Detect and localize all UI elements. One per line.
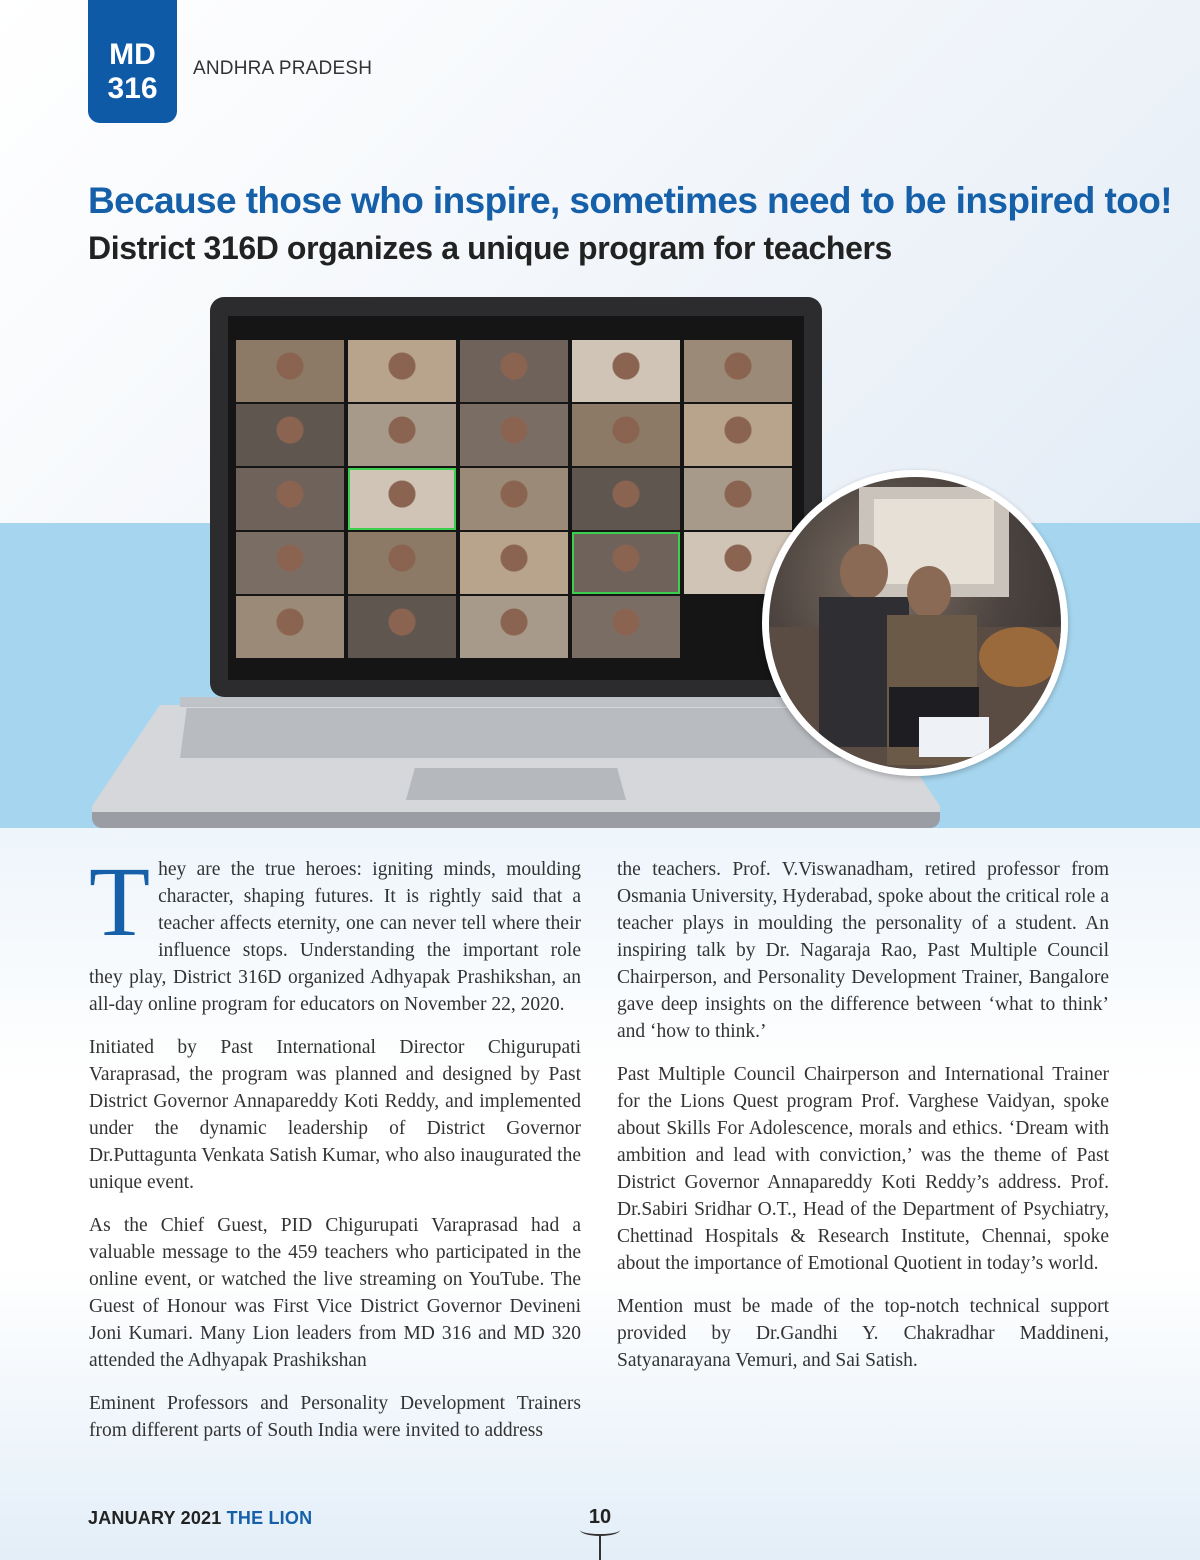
active-speaker-outline [348,468,456,530]
article-paragraph: Initiated by Past International Director Chigurupati Varaprasad, the program was planned and designed by Past District Governor Annapareddy Koti Reddy, and implemented under the dynamic leadership of District Governor Dr.Puttagunta Venkata Satish Kumar, who also inaugurated the unique event. [89,1037,581,1193]
paragraph-text: hey are the true heroes: igniting minds, moulding character, shaping futures. It is rightly said that a teacher affects eternity, one can never tell where their influence stops. Understanding the important role they play, District 316D organized Adhyapak Prashikshan, an all-day online program for educators on November 22, 2020. [89,859,581,1015]
active-speaker-outline [572,532,680,594]
video-tile [236,468,344,530]
md-tab [88,0,177,123]
footer-issue-date: JANUARY 2021 [88,1508,222,1528]
participant-video [348,532,456,594]
participant-video [236,532,344,594]
participant-video [684,340,792,402]
video-tile [460,596,568,658]
video-tile [572,340,680,402]
article-paragraph [89,846,581,1018]
laptop-hinge [180,697,852,707]
participant-video [572,340,680,402]
video-tile [684,468,792,530]
participant-video [460,596,568,658]
participant-video [684,404,792,466]
video-tile [236,340,344,402]
article-column-left [89,846,581,1460]
video-tile [348,404,456,466]
video-tile [348,596,456,658]
video-tile [684,404,792,466]
article-paragraph: Past Multiple Council Chairperson and International Trainer for the Lions Quest program Prof. Varghese Vaidyan, spoke about Skills For Adolescence, morals and ethics. ‘Dream with ambition and lead with conviction,’ was the theme of Past District Governor Annapareddy Koti Reddy’s address. Prof. Dr.Sabiri Sridhar O.T., Head of the Department of Psychiatry, Chettinad Hospitals & Research Institute, Chennai, spoke about the importance of Emotional Quotient in today’s world. [617,1064,1109,1274]
page-number: 10 [588,1506,612,1528]
laptop-base-edge [92,812,940,828]
participant-video [460,404,568,466]
article-paragraph: the teachers. Prof. V.Viswanadham, retired professor from Osmania University, Hyderabad, spoke about the critical role a teacher plays in moulding the personality of a student. An inspiring talk by Dr. Nagaraja Rao, Past Multiple Council Chairperson, and Personality Development Trainer, Bangalore gave deep insights on the difference between ‘what to think’ and ‘how to think.’ [617,859,1109,1042]
laptop-keyboard [180,708,852,758]
participant-video [236,404,344,466]
participant-video [236,596,344,658]
article-paragraph: Eminent Professors and Personality Development Trainers from different parts of South India were invited to address [89,1393,581,1441]
video-tile [684,340,792,402]
headline: Because those who inspire, sometimes need to be inspired too! [88,180,1172,221]
drop-cap: T [89,846,151,957]
participant-video [460,532,568,594]
photo-illustration [769,477,1061,769]
article-paragraph: Mention must be made of the top-notch technical support provided by Dr.Gandhi Y. Chakradhar Maddineni, Satyanarayana Vemuri, and Sai Satish. [617,1296,1109,1371]
md-tab-line1: MD [109,38,156,71]
video-tile [460,532,568,594]
participant-video [348,340,456,402]
section-label: ANDHRA PRADESH [193,58,373,79]
page-number-rule [599,1534,601,1560]
participant-video [460,468,568,530]
video-tile [460,404,568,466]
footer-magazine-name: THE LION [226,1508,313,1528]
article-paragraph: As the Chief Guest, PID Chigurupati Varaprasad had a valuable message to the 459 teachers who participated in the online event, or watched the live streaming on YouTube. The Guest of Honour was First Vice District Governor Devineni Joni Kumari. Many Lion leaders from MD 316 and MD 320 attended the Adhyapak Prashikshan [89,1215,581,1371]
laptop-trackpad [406,768,626,800]
video-tile [348,532,456,594]
participant-video [348,596,456,658]
participant-video [572,596,680,658]
video-tile [348,468,456,530]
participant-video [236,468,344,530]
article-column-right [617,856,1109,1390]
video-tile [236,532,344,594]
subheadline: District 316D organizes a unique program for teachers [88,230,892,266]
participant-video [684,468,792,530]
footer-issue [88,1508,312,1529]
event-inauguration-photo [762,470,1068,776]
video-tile [348,340,456,402]
video-tile [460,468,568,530]
video-call-grid [228,316,804,680]
participant-video [348,404,456,466]
participant-video [460,340,568,402]
video-tile [460,340,568,402]
participant-video [572,468,680,530]
video-tile [572,468,680,530]
video-tile [236,596,344,658]
video-tile [572,596,680,658]
md-tab-line2: 316 [107,72,158,105]
participant-video [572,404,680,466]
participant-video [236,340,344,402]
video-tile [572,404,680,466]
video-tile [236,404,344,466]
video-tile [572,532,680,594]
